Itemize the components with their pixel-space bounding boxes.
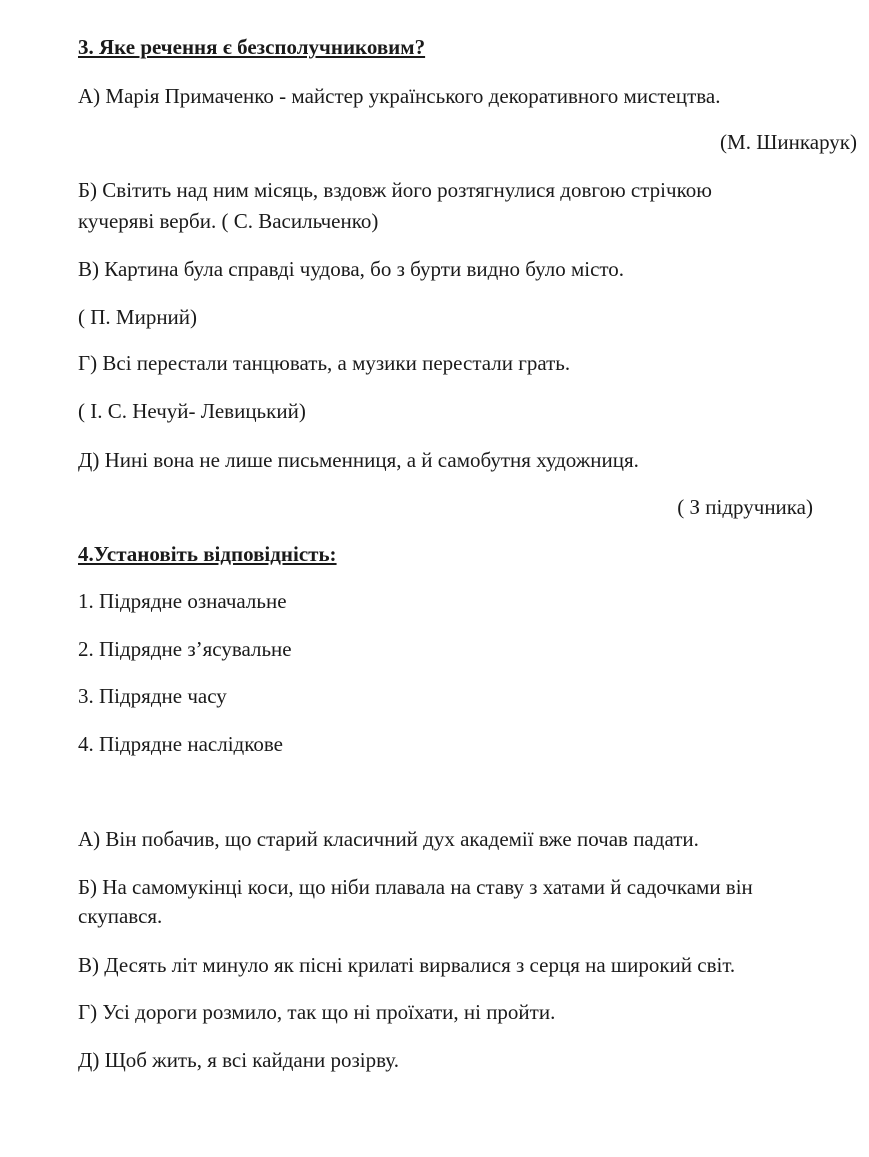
clause-type-item: 2. Підрядне з’ясувальне xyxy=(78,637,292,661)
question-3-option-v: В) Картина була справді чудова, бо з бурти видно було місто. xyxy=(78,257,625,281)
sentence-v: В) Десять літ минуло як пісні крилаті вирвалися з серця на широкий світ. xyxy=(78,953,736,977)
question-3-option-b-line1: Б) Світить над ним місяць, вздовж його розтягнулися довгою стрічкою xyxy=(78,178,712,202)
question-3-option-g-source: ( І. С. Нечуй- Левицький) xyxy=(78,399,306,423)
question-3-option-v-source: ( П. Мирний) xyxy=(78,305,198,329)
clause-type-item: 1. Підрядне означальне xyxy=(78,589,287,613)
question-4-title: 4.Установіть відповідність: xyxy=(78,542,337,566)
question-3-option-g: Г) Всі перестали танцювать, а музики перестали грать. xyxy=(78,351,571,375)
question-3-option-a: А) Марія Примаченко - майстер українського декоративного мистецтва. xyxy=(78,84,721,108)
sentence-g: Г) Усі дороги розмило, так що ні проїхати, ні пройти. xyxy=(78,1000,556,1024)
question-3-option-b-line2: кучеряві верби. ( С. Васильченко) xyxy=(78,209,379,233)
question-3-title: 3. Яке речення є безсполучниковим? xyxy=(78,35,426,59)
question-3-option-a-source: (М. Шинкарук) xyxy=(720,130,857,154)
sentence-b-line2: скупався. xyxy=(78,904,163,928)
question-3-option-d-source: ( З підручника) xyxy=(677,495,813,519)
sentence-d: Д) Щоб жить, я всі кайдани розірву. xyxy=(78,1048,399,1072)
sentence-b-line1: Б) На самомукінці коси, що ніби плавала на ставу з хатами й садочками він xyxy=(78,875,753,899)
sentence-a: А) Він побачив, що старий класичний дух академії вже почав падати. xyxy=(78,827,699,851)
clause-type-item: 4. Підрядне наслідкове xyxy=(78,732,283,756)
question-3-option-d: Д) Нині вона не лише письменниця, а й самобутня художниця. xyxy=(78,448,639,472)
clause-type-item: 3. Підрядне часу xyxy=(78,684,227,708)
